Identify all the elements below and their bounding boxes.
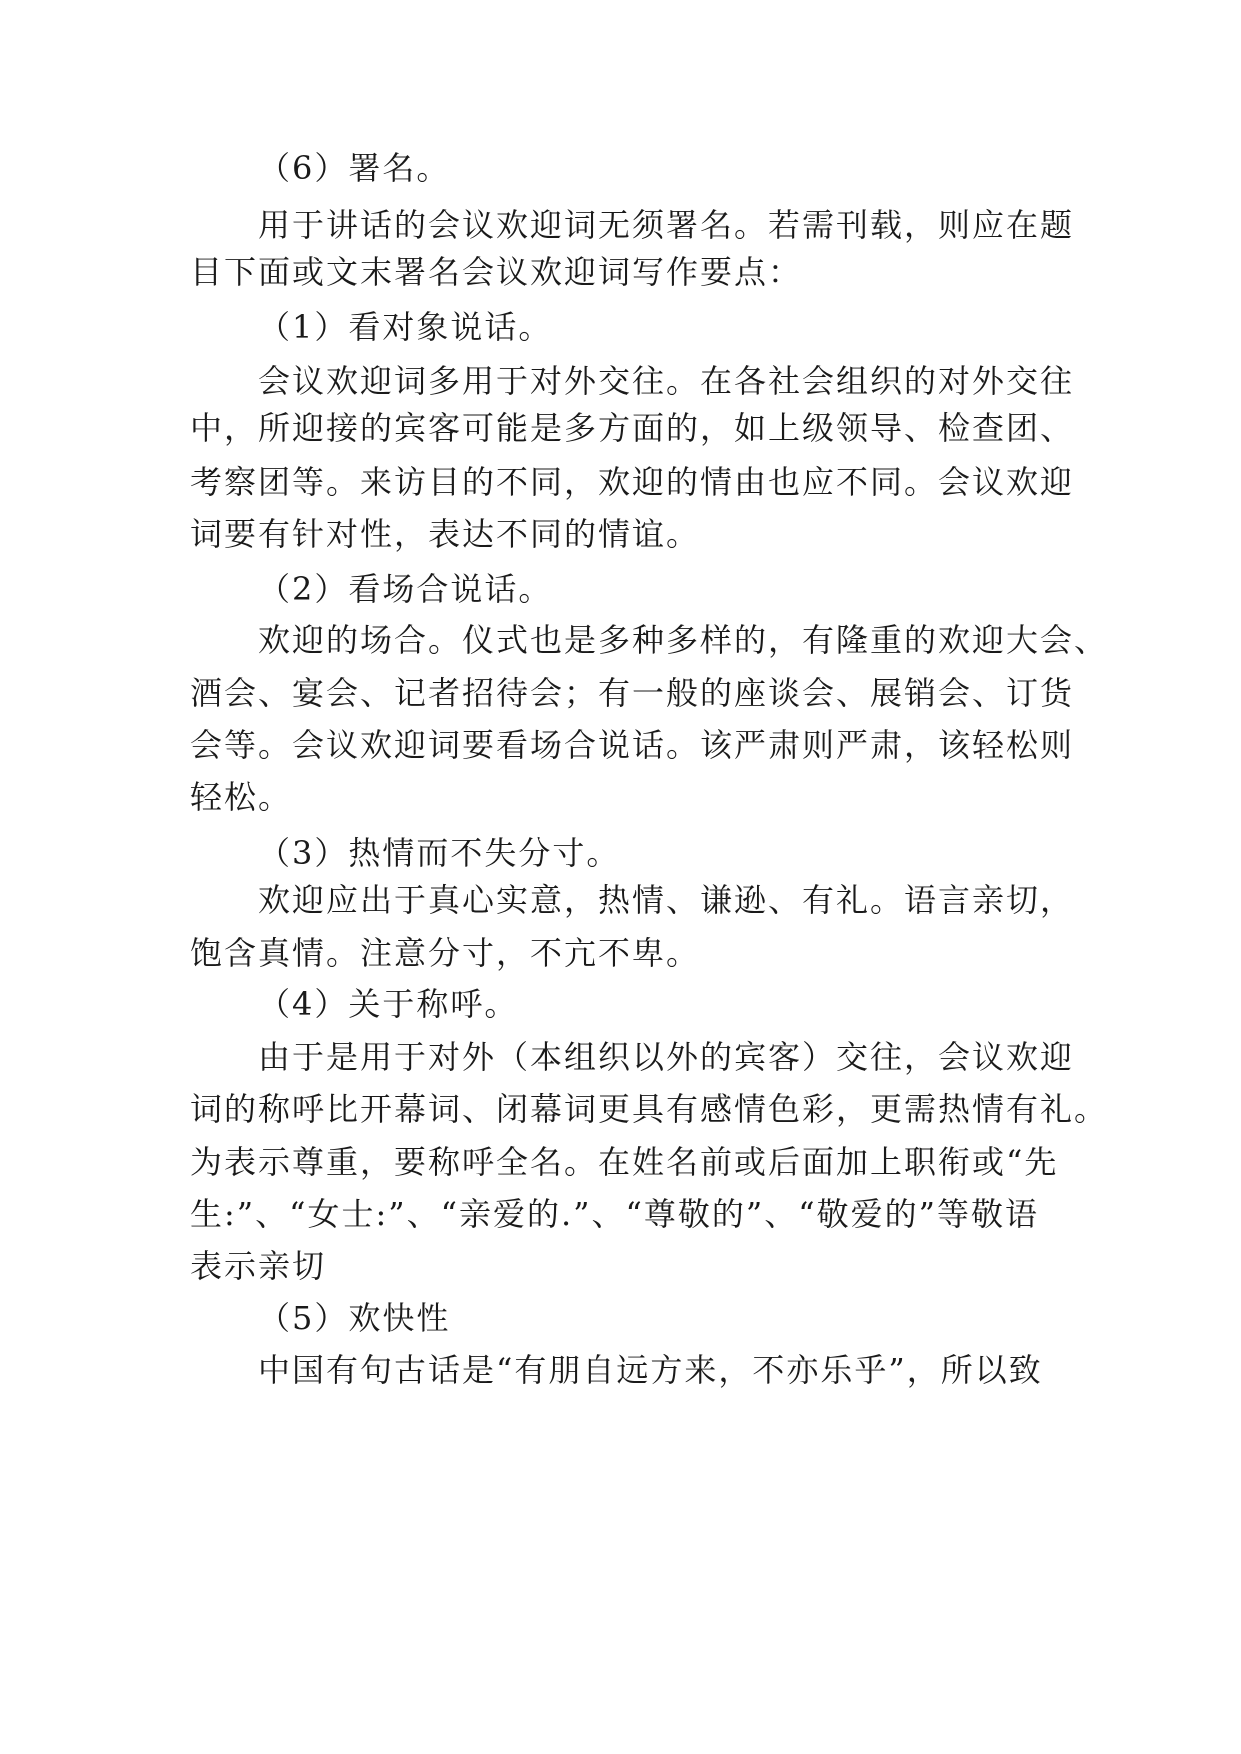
paragraph-line: 酒会、宴会、记者招待会；有一般的座谈会、展销会、订货 [190,674,1075,712]
paragraph-line: 词的称呼比开幕词、闭幕词更具有感情色彩，更需热情有礼。 [190,1090,1109,1128]
paragraph-line: 表示亲切 [190,1247,327,1285]
paragraph-line: 会等。会议欢迎词要看场合说话。该严肃则严肃，该轻松则 [190,726,1075,764]
paragraph-line: 欢迎应出于真心实意，热情、谦逊、有礼。语言亲切， [258,881,1075,919]
paragraph-line: 中国有句古话是“有朋自远方来，不亦乐乎”，所以致 [258,1351,1043,1389]
paragraph-line: 目下面或文末署名会议欢迎词写作要点： [190,253,803,291]
paragraph-line: 生:”、“女士:”、“亲爱的.”、“尊敬的”、“敬爱的”等敬语 [190,1195,1039,1233]
section-heading-signature: （6）署名。 [258,149,451,187]
section-heading-cheerfulness: （5）欢快性 [258,1299,451,1337]
paragraph-line: 由于是用于对外（本组织以外的宾客）交往，会议欢迎 [258,1038,1075,1076]
section-heading-occasion: （2）看场合说话。 [258,570,553,608]
section-heading-audience: （1）看对象说话。 [258,308,553,346]
paragraph-line: 用于讲话的会议欢迎词无须署名。若需刊载，则应在题 [258,206,1075,244]
paragraph-line: 欢迎的场合。仪式也是多种多样的，有隆重的欢迎大会、 [258,621,1109,659]
paragraph-line: 会议欢迎词多用于对外交往。在各社会组织的对外交往 [258,362,1075,400]
paragraph-line: 词要有针对性，表达不同的情谊。 [190,515,701,553]
paragraph-line: 饱含真情。注意分寸，不亢不卑。 [190,934,701,972]
paragraph-line: 轻松。 [190,778,293,816]
paragraph-line: 中，所迎接的宾客可能是多方面的，如上级领导、检查团、 [190,409,1075,447]
paragraph-line: 考察团等。来访目的不同，欢迎的情由也应不同。会议欢迎 [190,463,1075,501]
paragraph-line: 为表示尊重，要称呼全名。在姓名前或后面加上职衔或“先 [190,1143,1059,1181]
section-heading-enthusiasm: （3）热情而不失分寸。 [258,834,621,872]
section-heading-address: （4）关于称呼。 [258,985,519,1023]
